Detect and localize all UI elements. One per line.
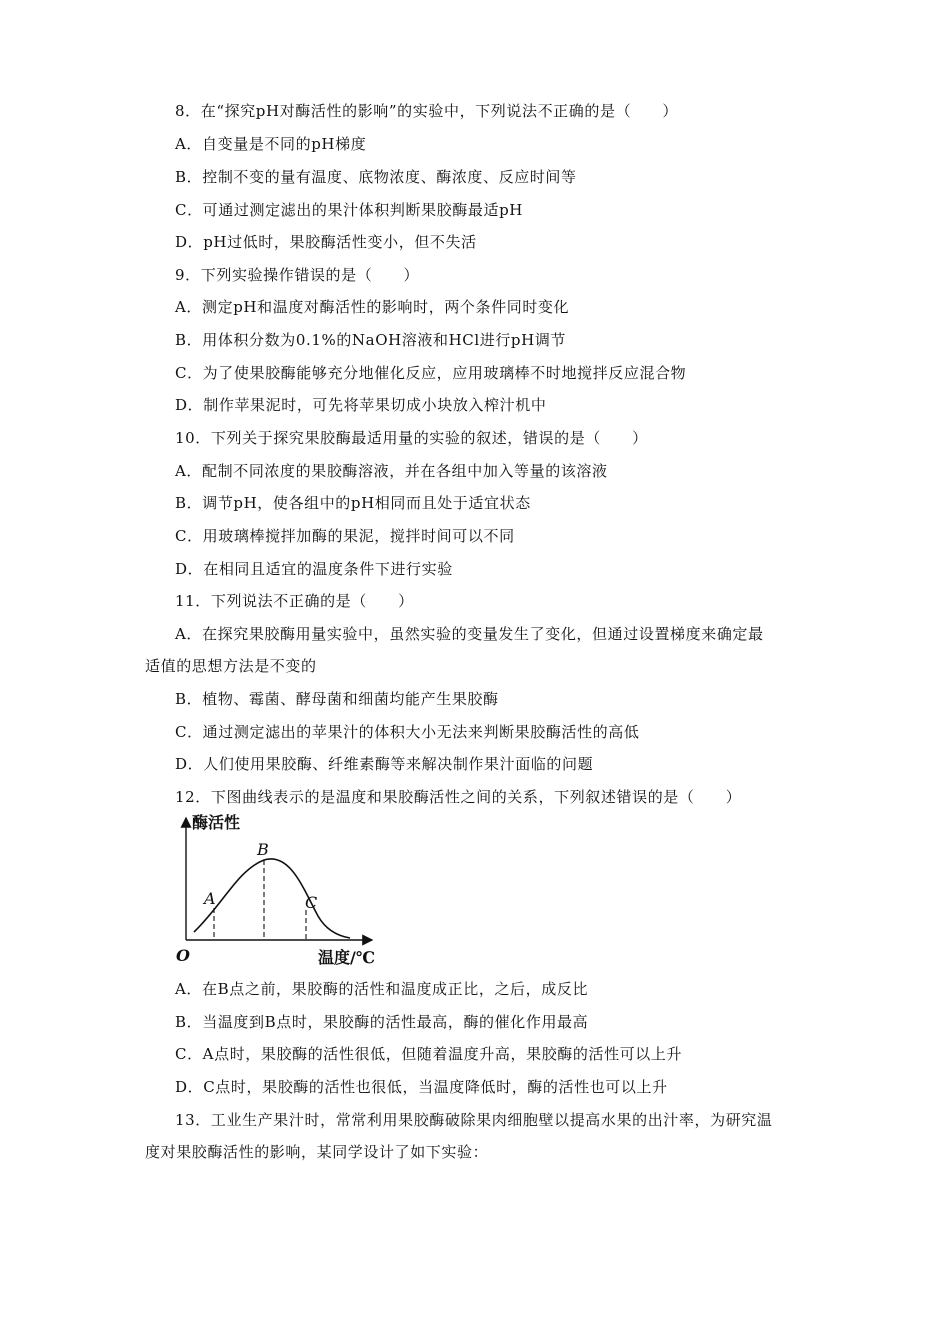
question-10-option-d: D．在相同且适宜的温度条件下进行实验 <box>175 560 453 578</box>
question-12-option-c: C．A点时，果胶酶的活性很低，但随着温度升高，果胶酶的活性可以上升 <box>175 1045 683 1063</box>
question-12-option-b: B．当温度到B点时，果胶酶的活性最高，酶的催化作用最高 <box>175 1013 589 1031</box>
question-8-option-d: D．pH过低时，果胶酶活性变小，但不失活 <box>175 233 477 251</box>
question-9-option-d: D．制作苹果泥时，可先将苹果切成小块放入榨汁机中 <box>175 396 547 414</box>
question-11-stem: 11．下列说法不正确的是（ ） <box>175 592 414 610</box>
question-8-option-c: C．可通过测定滤出的果汁体积判断果胶酶最适pH <box>175 201 523 219</box>
question-12-option-d: D．C点时，果胶酶的活性也很低，当温度降低时，酶的活性也可以上升 <box>175 1078 668 1096</box>
x-axis-label: 温度/℃ <box>318 948 376 967</box>
question-12-stem: 12．下图曲线表示的是温度和果胶酶活性之间的关系，下列叙述错误的是（ ） <box>175 788 742 806</box>
question-10-option-b: B．调节pH，使各组中的pH相同而且处于适宜状态 <box>175 494 531 512</box>
question-10-option-a: A．配制不同浓度的果胶酶溶液，并在各组中加入等量的该溶液 <box>175 462 608 480</box>
question-11-option-d: D．人们使用果胶酶、纤维素酶等来解决制作果汁面临的问题 <box>175 755 594 773</box>
question-8-option-a: A．自变量是不同的pH梯度 <box>175 135 367 153</box>
origin-label: O <box>176 946 190 965</box>
question-13-line1: 13．工业生产果汁时，常常利用果胶酶破除果肉细胞壁以提高水果的出汁率，为研究温 <box>175 1111 773 1129</box>
question-8-option-b: B．控制不变的量有温度、底物浓度、酶浓度、反应时间等 <box>175 168 577 186</box>
question-11-option-c: C．通过测定滤出的苹果汁的体积大小无法来判断果胶酶活性的高低 <box>175 723 640 741</box>
question-9-option-a: A．测定pH和温度对酶活性的影响时，两个条件同时变化 <box>175 298 570 316</box>
question-11-option-a-line2: 适值的思想方法是不变的 <box>145 657 317 675</box>
enzyme-activity-figure <box>168 812 383 967</box>
question-8-stem: 8．在“探究pH对酶活性的影响”的实验中，下列说法不正确的是（ ） <box>175 102 678 120</box>
question-9-option-b: B．用体积分数为0.1%的NaOH溶液和HCl进行pH调节 <box>175 331 567 349</box>
question-11-option-a-line1: A．在探究果胶酶用量实验中，虽然实验的变量发生了变化，但通过设置梯度来确定最 <box>175 625 764 643</box>
point-a-label: A <box>204 889 216 908</box>
question-13-line2: 度对果胶酶活性的影响，某同学设计了如下实验： <box>145 1143 489 1161</box>
question-12-option-a: A．在B点之前，果胶酶的活性和温度成正比，之后，成反比 <box>175 980 589 998</box>
question-9-stem: 9．下列实验操作错误的是（ ） <box>175 266 420 284</box>
question-10-option-c: C．用玻璃棒搅拌加酶的果泥，搅拌时间可以不同 <box>175 527 515 545</box>
point-b-label: B <box>257 840 269 859</box>
point-c-label: C <box>305 893 318 912</box>
question-11-option-b: B．植物、霉菌、酵母菌和细菌均能产生果胶酶 <box>175 690 499 708</box>
question-9-option-c: C．为了使果胶酶能够充分地催化反应，应用玻璃棒不时地搅拌反应混合物 <box>175 364 687 382</box>
activity-curve <box>194 859 350 938</box>
y-axis-label: 酶活性 <box>192 813 241 832</box>
question-10-stem: 10．下列关于探究果胶酶最适用量的实验的叙述，错误的是（ ） <box>175 429 648 447</box>
